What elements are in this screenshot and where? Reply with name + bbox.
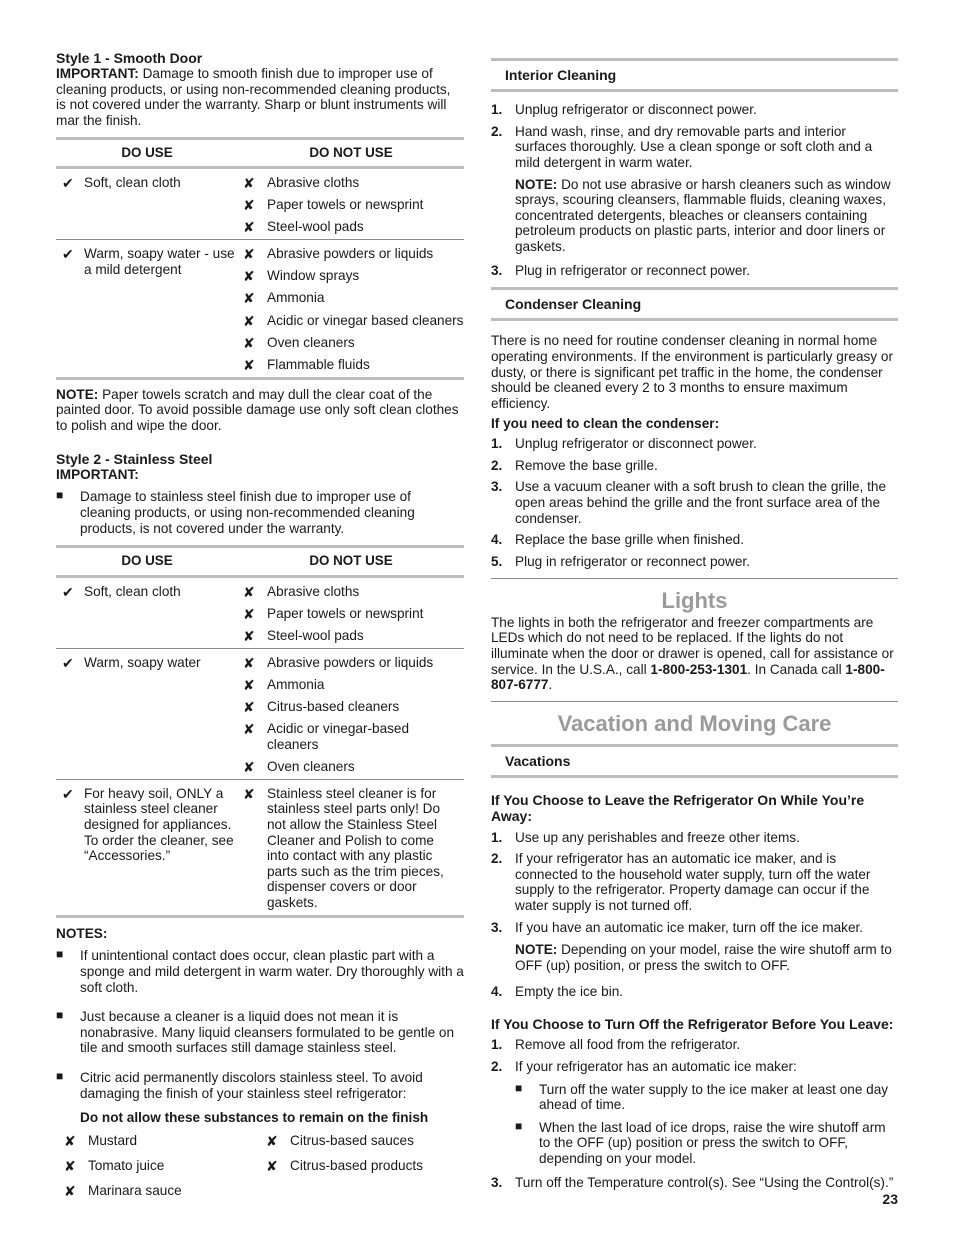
cross-icon: ✘ xyxy=(243,197,255,214)
cross-icon: ✘ xyxy=(243,655,255,671)
style1-important: IMPORTANT: Damage to smooth finish due to improper use of cleaning products, or using non-recommended cleaning products, is not covered under the warranty. Sharp or blunt instruments will mar the finish. xyxy=(56,66,451,128)
substances-heading: Do not allow these substances to remain on the finish xyxy=(80,1110,429,1126)
cross-icon: ✘ xyxy=(243,356,255,373)
list-item: 3. Plug in refrigerator or reconnect power. xyxy=(491,262,750,278)
check-icon: ✔ xyxy=(62,246,74,263)
cross-icon: ✘ xyxy=(243,583,255,600)
interior-cleaning-heading: Interior Cleaning xyxy=(491,58,898,92)
list-item: 1. Use up any perishables and freeze other items. xyxy=(491,829,800,845)
check-icon: ✔ xyxy=(62,785,74,802)
table-row: ✔ For heavy soil, ONLY a stainless steel cleaner designed for appliances. To order the cleaner, see “Accessories.” ✘ Stainless steel cleaner is for stainless steel parts only! Do not allow the Stainless Steel Cleaner and Polish to come into contact with any plastic parts such as the trim pieces, dispenser covers or door gaskets. xyxy=(56,779,464,915)
square-bullet-icon: ■ xyxy=(56,1008,64,1023)
list-item: 3. Turn off the Temperature control(s). See “Using the Control(s).” xyxy=(491,1174,894,1190)
table-row: ✔ Soft, clean cloth ✘ Abrasive cloths ✘ Paper towels or newsprint ✘ Steel-wool pads xyxy=(62,583,424,644)
table-row: ✔ Soft, clean cloth ✘ Abrasive cloths ✘ Paper towels or newsprint ✘ Steel-wool pads xyxy=(62,175,424,236)
style2-important-label: IMPORTANT: xyxy=(56,466,139,482)
substances-list: ✘ Mustard ✘ Tomato juice ✘ Marinara sauce ✘ Citrus-based sauces ✘ Citrus-based products xyxy=(64,1132,423,1200)
cross-icon: ✘ xyxy=(243,627,255,644)
list-item: ■ Just because a cleaner is a liquid does not mean it is nonabrasive. Many liquid cleansers formulated to be gentle on tile and smooth surfaces still damage stainless steel. xyxy=(56,1008,455,1056)
cross-icon: ✘ xyxy=(243,268,255,285)
list-item: ■ When the last load of ice drops, raise the wire shutoff arm to the OFF (up) position or press the switch to OFF, depending on your model. xyxy=(515,1118,886,1167)
notes-list xyxy=(56,948,464,1101)
turn-off-bullets xyxy=(515,1082,898,1167)
cross-icon: ✘ xyxy=(64,1157,76,1174)
list-item: ■ Damage to stainless steel finish due to improper use of cleaning products, or using non-recommended cleaning products, is not covered under the warranty. xyxy=(56,488,415,536)
condenser-steps xyxy=(491,436,898,569)
square-bullet-icon: ■ xyxy=(515,1118,523,1133)
cross-icon: ✘ xyxy=(266,1157,278,1174)
cross-icon: ✘ xyxy=(243,699,255,716)
list-item: 3. Use a vacuum cleaner with a soft brush to clean the grille, the open areas behind the grille and the front surface area of the condenser. xyxy=(491,479,887,526)
cross-icon: ✘ xyxy=(243,334,255,351)
turn-off-heading: If You Choose to Turn Off the Refrigerator Before You Leave: xyxy=(491,1016,894,1033)
check-icon: ✔ xyxy=(62,175,74,191)
list-item: 5. Plug in refrigerator or reconnect power. xyxy=(491,553,750,569)
table-row: ✔ Warm, soapy water ✘ Abrasive powders or liquids ✘ Ammonia ✘ Citrus-based cleaners ✘ Acidic or vinegar-based cleaners ✘ Oven cleaners xyxy=(56,648,464,779)
cross-icon: ✘ xyxy=(243,246,255,263)
condenser-cleaning-heading: Condenser Cleaning xyxy=(491,287,898,321)
leave-on-steps xyxy=(491,830,898,1000)
divider xyxy=(491,578,898,579)
list-item: 2. Remove the base grille. xyxy=(491,457,658,473)
cross-icon: ✘ xyxy=(243,721,255,738)
list-item: ■ If unintentional contact does occur, clean plastic part with a sponge and mild detergent in warm water. Dry thoroughly with a soft cloth. xyxy=(56,947,464,995)
cross-icon: ✘ xyxy=(243,677,255,694)
cross-icon: ✘ xyxy=(64,1132,76,1149)
list-item: 1. Unplug refrigerator or disconnect power. xyxy=(491,436,757,452)
right-column xyxy=(491,58,898,1196)
list-item: 4. Empty the ice bin. xyxy=(491,983,624,999)
list-item: ■ Turn off the water supply to the ice maker at least one day ahead of time. xyxy=(515,1080,889,1113)
list-item: 4. Replace the base grille when finished. xyxy=(491,532,744,548)
cross-icon: ✘ xyxy=(243,785,255,802)
style1-heading: Style 1 - Smooth Door xyxy=(56,50,203,66)
square-bullet-icon: ■ xyxy=(56,488,64,503)
table-header: DO USE DO NOT USE xyxy=(56,140,464,169)
cross-icon: ✘ xyxy=(243,312,255,329)
list-item: 1. Unplug refrigerator or disconnect power. xyxy=(491,102,757,118)
square-bullet-icon: ■ xyxy=(515,1080,523,1095)
table-row: ✔ Warm, soapy water - use a mild detergent ✘ Abrasive powders or liquids ✘ Window sprays ✘ Ammonia ✘ Acidic or vinegar based cleaners ✘ Oven cleaners ✘ Flammable fluids xyxy=(56,239,464,377)
style1-table xyxy=(56,137,464,380)
divider xyxy=(491,701,898,702)
turn-off-steps xyxy=(491,1037,898,1190)
table-header: DO USE DO NOT USE xyxy=(56,548,464,577)
vacation-heading: Vacation and Moving Care xyxy=(557,710,832,736)
cross-icon: ✘ xyxy=(243,175,255,191)
lights-text: The lights in both the refrigerator and freezer compartments are LEDs which do not need to be replaced. If the lights do not illuminate when the door or drawer is opened, call for assistance or service. In the U.S.A., call 1-800-253-1301. In Canada call 1-800-807-6777. xyxy=(491,614,894,693)
square-bullet-icon: ■ xyxy=(56,1069,64,1083)
style2-bullets xyxy=(56,489,464,536)
interior-steps xyxy=(491,102,898,278)
list-item: 2. Hand wash, rinse, and dry removable parts and interior surfaces thoroughly. Use a clean sponge or soft cloth and a mild detergent in warm water. NOTE: Do not use abrasive or harsh cleaners such as window sprays, scouring cleansers, flammable fluids, cleaning waxes, concentrated detergents, bleaches or cleansers containing petroleum products on plastic parts, interior and door liners or gaskets. xyxy=(491,124,898,255)
interior-note: NOTE: Do not use abrasive or harsh cleaners such as window sprays, scouring cleansers, flammable fluids, cleaning waxes, concentrated detergents, bleaches or cleansers containing petroleum products on plastic parts, interior and door liners or gaskets. xyxy=(515,176,891,255)
cross-icon: ✘ xyxy=(243,758,255,775)
list-item: 2. If your refrigerator has an automatic ice maker: ■ Turn off the water supply to the ice maker at least one day ahead of time. ■ When the last load of ice drops, raise the wire shutoff arm to the OFF (up) position or press the switch to OFF, depending on your model. xyxy=(491,1059,898,1167)
list-item: 1. Remove all food from the refrigerator. xyxy=(491,1037,741,1053)
condenser-subheading: If you need to clean the condenser: xyxy=(491,415,720,431)
leave-on-heading: If You Choose to Leave the Refrigerator On While You’re Away: xyxy=(491,792,865,825)
check-icon: ✔ xyxy=(62,655,74,671)
notes-label: NOTES: xyxy=(56,925,108,941)
list-item: 2. If your refrigerator has an automatic ice maker, and is connected to the household water supply, turn off the water supply to the refrigerator. Property damage can occur if the water supply is not turned off. xyxy=(491,851,871,914)
cross-icon: ✘ xyxy=(243,605,255,622)
cross-icon: ✘ xyxy=(266,1132,278,1149)
cross-icon: ✘ xyxy=(243,290,255,307)
square-bullet-icon: ■ xyxy=(56,947,64,962)
vacations-subheading: Vacations xyxy=(491,744,898,778)
page-number: 23 xyxy=(882,1191,898,1207)
check-icon: ✔ xyxy=(62,583,74,600)
left-column xyxy=(56,50,464,1199)
cross-icon: ✘ xyxy=(64,1183,76,1200)
list-item: 3. If you have an automatic ice maker, turn off the ice maker. NOTE: Depending on your model, raise the wire shutoff arm to OFF (up) position, or press the switch to OFF. xyxy=(491,920,898,974)
style2-heading: Style 2 - Stainless Steel xyxy=(56,450,213,467)
list-item: ■ Citric acid permanently discolors stainless steel. To avoid damaging the finish of your stainless steel refrigerator: xyxy=(56,1069,423,1101)
leave-on-note: NOTE: Depending on your model, raise the wire shutoff arm to OFF (up) position, or press the switch to OFF. xyxy=(515,942,892,973)
lights-heading: Lights xyxy=(661,587,728,613)
style1-note: NOTE: Paper towels scratch and may dull the clear coat of the painted door. To avoid possible damage use only soft clean clothes to polish and wipe the door. xyxy=(56,386,459,434)
cross-icon: ✘ xyxy=(243,219,255,236)
style2-table xyxy=(56,545,464,917)
condenser-intro: There is no need for routine condenser cleaning in normal home operating environments. If the environment is particularly greasy or dusty, or there is significant pet traffic in the home, the condenser should be cleaned every 2 to 3 months to ensure maximum efficiency. xyxy=(491,333,893,411)
